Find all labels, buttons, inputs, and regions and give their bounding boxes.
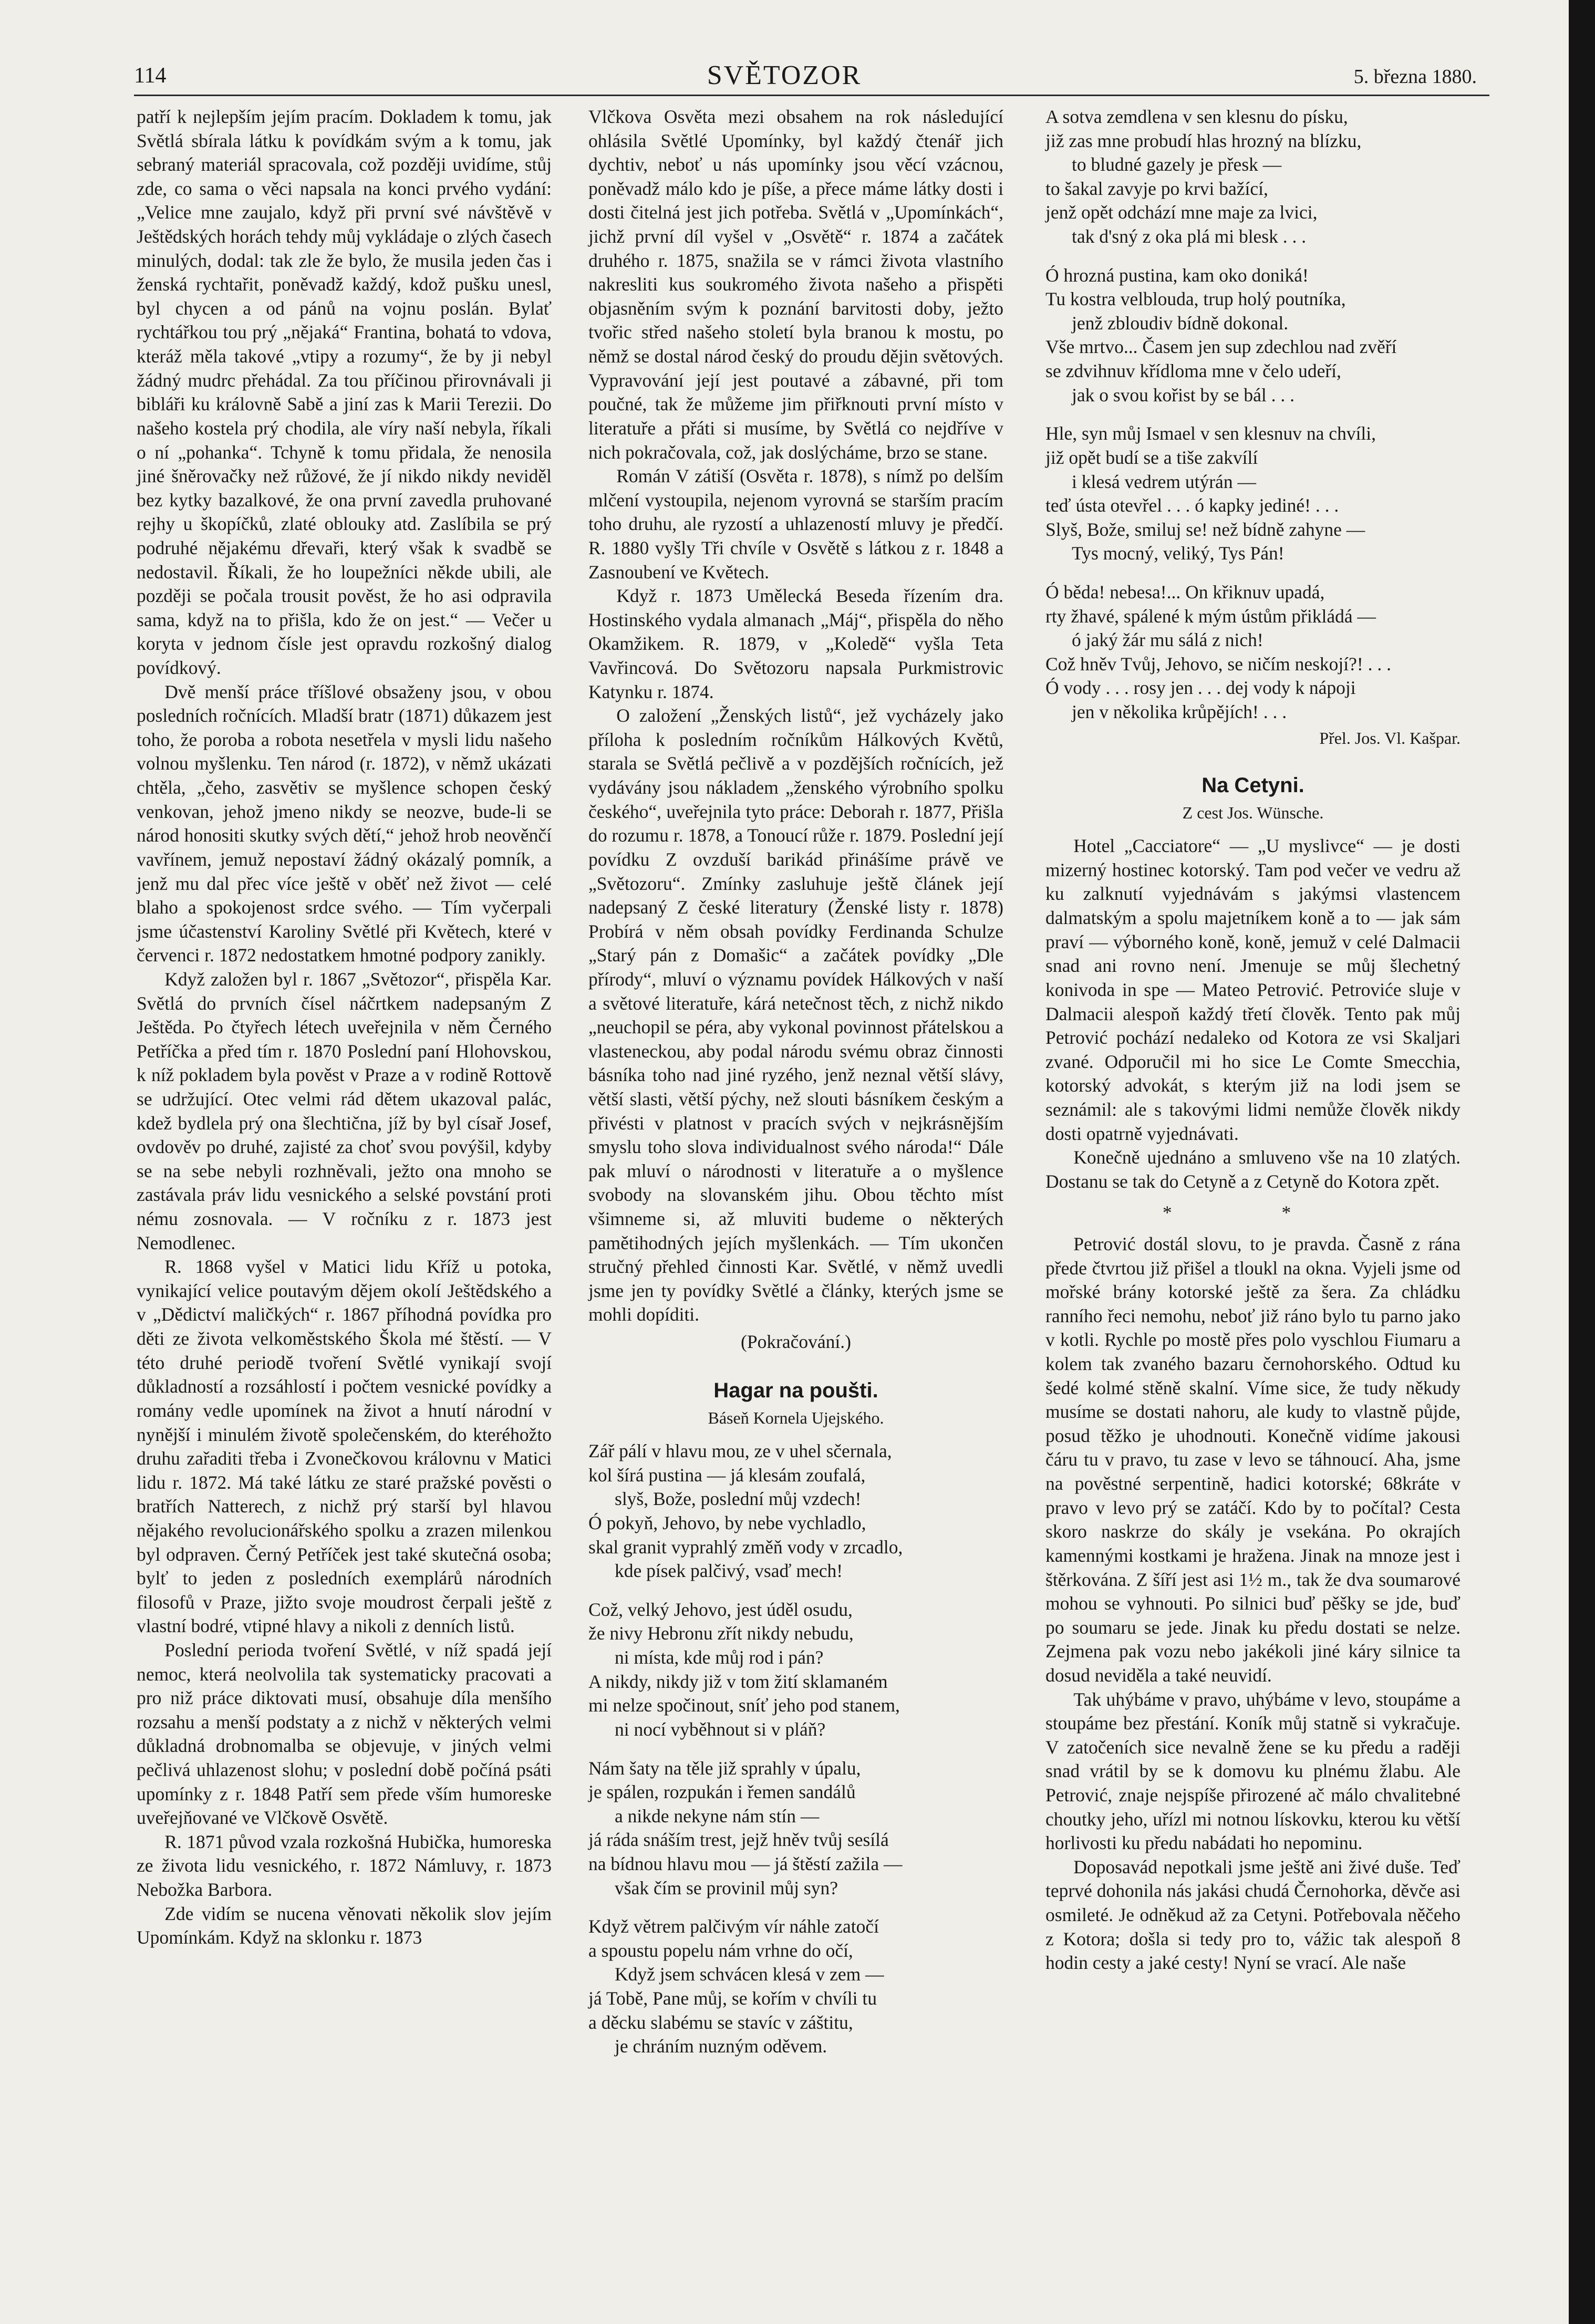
poem-line: že nivy Hebronu zřít nikdy nebudu, [588, 1623, 854, 1644]
poem-line: kde písek palčivý, vsaď mech! [615, 1560, 843, 1582]
poem-line: Tys mocný, veliký, Tys Pán! [1072, 543, 1285, 564]
poem-line: Což hněv Tvůj, Jehovo, se ničím neskojí?! . . . [1045, 653, 1391, 675]
poem-line: jen v několika krůpějích! . . . [1072, 701, 1287, 723]
poem-line: však čím se provinil můj syn? [615, 1877, 838, 1898]
poem-stanza [588, 1915, 1003, 2059]
poem-line: to bludné gazely je přesk — [1072, 154, 1282, 175]
poem-line: mi nelze spočinout, sníť jeho pod stanem, [588, 1695, 900, 1716]
paragraph: Petrović dostál slovu, to je pravda. Časně z rána přede čtvrtou již přišel a tloukl na okna. Vyjeli jsme od mořské brány kotorské ještě za šera. Za chládku ranního řeci nemohu, neboť již ráno bylo tu parno jako v kotli. Rychle po mostě přes polo vyschlou Fiumaru a kolem tak zvaného bazaru černohorského. Odtud ku šedé kolmé stěně skalní. Víme sice, že tudy někudy musíme se dostati nahoru, ale kudy to vlastně půjde, posud těžko je uhodnouti. Konečně vidíme jakousi čáru tu v pravo, tu zase v levo se táhnoucí. Aha, jsme na pověstné serpentině, hadici kotorské; 68kráte v pravo v levo prý se zatáčí. Kdo by to počítal? Cesta skoro naskrze do skály je vsekána. Po okrajích kamennými kostkami je hražena. Jinak na mnoze jest i štěrkována. Z šíří jest asi 1½ m., tak že dva soumarové mohou se vyhnouti. Po silnici buď pěšky se jde, buď po soumaru se jede. Jinak ku předu dostati se nelze. Zejmena pak vozu nebo jakékoli jiné káry silnice ta dosud neviděla a také neuvidí. [1045, 1233, 1461, 1686]
poem-subtitle: Báseň Kornela Ujejského. [708, 1408, 884, 1428]
poem-line: jenž opět odchází mne maje za lvici, [1045, 202, 1318, 223]
paragraph: R. 1868 vyšel v Matici lidu Kříž u potoka, vynikající velice poutavým dějem okolí Ještědského a v „Dědictví maličkých“ r. 1867 příhodná povídka pro děti ze života velkoměstského Škola mé štěstí. — V této druhé periodě tvoření Světlé vynikají svojí důkladností a rozsáhlostí i počtem vesnické povídky a romány vedle upomínek na život a hnutí národní v nynější i minulém životě společenském, do kteréhožto druhu zařaditi třeba i Zvonečkovou královnu v Matici lidu r. 1872. Má také látku ze staré pražské pověsti o bratřích Natterech, z nichž prý starší byl hlavou nějakého revolucionářského spolku a zrazen milenkou byl odpraven. Černý Petříček jest také skutečná osoba; bylť to jeden z posledních exemplárů národních filosofů v Praze, jižto svoje moudrost čerpali ještě z vlastní bodré, vtipné hlavy a nikoli z denních listů. [137, 1256, 552, 1637]
poem-stanza [588, 1439, 1003, 1583]
poem-line: Vše mrtvo... Časem jen sup zdechlou nad zvěří [1045, 336, 1397, 358]
poem-line: kol šírá pustina — já klesám zoufalá, [588, 1464, 866, 1486]
poem-stanza [1045, 105, 1461, 249]
poem-line: slyš, Bože, poslední můj vzdech! [615, 1488, 862, 1510]
article-title: Na Cetyni. [1202, 773, 1304, 797]
article-subtitle: Z cest Jos. Wünsche. [1182, 803, 1324, 823]
poem-line: teď ústa otevřel . . . ó kapky jediné! . . . [1045, 495, 1339, 516]
poem-line: Když jsem schvácen klesá v zem — [615, 1964, 884, 1985]
poem-line: Slyš, Bože, smiluj se! než bídně zahyne — [1045, 518, 1365, 540]
poem-line: Tu kostra velblouda, trup holý poutníka, [1045, 288, 1346, 310]
poem-line: ni nocí vyběhnout si v pláň? [615, 1718, 826, 1740]
paragraph: Hotel „Cacciatore“ — „U myslivce“ — je dosti mizerný hostinec kotorský. Tam pod večer ve vedru až ku zalknutí vyjednávám s jakýmsi vlastencem dalmatským a spolu majetníkem koně a to — jak sám praví — výborného koně, koně, jemuž v celé Dalmacii snad ani rovno není. Jmenuje se můj šlechetný konivoda in spe — Mateo Petrović. Petroviće sluje v Dalmacii alespoň každý třetí člověk. Tento pak můj Petrović pochází nedaleko od Kotora ze vsi Skaljari zvané. Odporučil mi ho sice Le Comte Smecchia, kotorský advokát, s kterým již na lodi jsem se seznámil: ale s takovými lidmi nemůže člověk nikdy dosti opatrně vyjednávati. [1045, 835, 1461, 1144]
poem-line: ni místa, kde můj rod i pán? [615, 1647, 824, 1668]
paragraph: Když r. 1873 Umělecká Beseda řízením dra. Hostinského vydala almanach „Máj“, přispěla do něho Okamžikem. R. 1879, v „Koledě“ vyšla Teta Vavřincová. Do Světozoru napsala Purkmistrovic Katynku r. 1874. [588, 585, 1003, 702]
page-header [0, 53, 1569, 105]
poem-line: skal granit vyprahlý změň vody v zrcadlo, [588, 1536, 903, 1558]
section-separator: * * [1162, 1202, 1344, 1223]
poem-line: a spoustu popelu nám vrhne do očí, [588, 1939, 853, 1961]
paragraph: Poslední perioda tvoření Světlé, v níž spadá její nemoc, která neolvolila tak systematicky pracovati a pro niž práce diktovati musí, obsahuje díla menšího rozsahu a menší podstaty a z nichž v některých velmi důkladná drobnomalba se objevuje, v jiných velmi pečlivá uhlazenost slohu; v poslední době počíná psáti upomínky z r. 1848 Patří sem přede vším humoreske uveřejňované ve Vlčkově Osvětě. [137, 1640, 552, 1829]
poem-line: Ó hrozná pustina, kam oko doniká! [1045, 264, 1309, 286]
poem-line: Ó běda! nebesa!... On křiknuv upadá, [1045, 581, 1325, 603]
translator-credit: Přel. Jos. Vl. Kašpar. [1319, 728, 1461, 748]
poem-line: již opět budí se a tiše zakvílí [1045, 447, 1258, 468]
poem-line: je chráním nuzným oděvem. [615, 2036, 827, 2057]
issue-date: 5. března 1880. [1353, 66, 1477, 88]
poem-line: Ó pokyň, Jehovo, by nebe vychladlo, [588, 1512, 866, 1534]
poem-line: Což, velký Jehovo, jest úděl osudu, [588, 1599, 853, 1620]
poem-stanza [1045, 264, 1461, 408]
paragraph: patří k nejlepším jejím pracím. Dokladem k tomu, jak Světlá sbírala látku k povídkám svým a k tomu, jak sebraný materiál spracovala, což později uvidíme, stůj zde, co sama o věci napsala na konci prvého vydání: „Velice mne zaujalo, když při první své návštěvě v Ještědských horách tehdy můj vykládaje o zlých časech minulých, dodal: tak zle že bylo, že musila jeden čas i ženská rychtařit, poněvadž každý, kdož pušku unesl, byl chycen a od pánů na vojnu poslán. Bylať rychtářkou tou prý „nějaká“ Frantina, bohatá to vdova, kteráž měla takové „vtipy a rozumy“, že by ji nebyl žádný mudrc přehádal. Za tou příčinou přirovnávali ji bibláři ku královně Sabě a jiní zas k Marii Terezii. Do našeho kostela prý chodila, ale víry naší nebyla, říkali o ní „pohanka“. Tchyně k tomu přidala, že nenosila jiné šněrovačky než růžové, že jí nikdo nikdy neviděl bez kytky bazalkové, že ona první zavedla pruhované rejhy u škopíčků, zlaté oblouky atd. Zaslíbila se prý podruhé nějakému dřevaři, který však k svadbě se nedostavil. Říkali, že ho loupežníci někde ubili, ale později se počala trousit pověst, že ho asi odpravila sama, když na to přišla, kdo že on jest.“ — Večer u koryta v jednom čísle jest opravdu rozkošný dialog povídkový. [137, 106, 552, 679]
continuation-note: (Pokračování.) [741, 1331, 851, 1353]
poem-line: Hle, syn můj Ismael v sen klesnuv na chvíli, [1045, 423, 1376, 444]
poem-line: i klesá vedrem utýrán — [1072, 471, 1256, 492]
column-3 [1045, 105, 1461, 1975]
header-rule [134, 95, 1489, 96]
poem-line: já Tobě, Pane můj, se kořím v chvíli tu [588, 1987, 877, 2009]
poem-line: to šakal zavyje po krvi bažící, [1045, 178, 1268, 199]
poem-line: na bídnou hlavu mou — já štěstí zažila — [588, 1853, 903, 1874]
paragraph: Román V zátiší (Osvěta r. 1878), s nímž po delším mlčení vystoupila, nejenom vyrovná se starším pracím toho druhu, ale ryzostí a uhlazeností mluvy je předčí. R. 1880 vyšly Tři chvíle v Osvětě s látkou z r. 1848 a Zasnoubení ve Květech. [588, 465, 1003, 583]
paragraph: Vlčkova Osvěta mezi obsahem na rok následující ohlásila Světlé Upomínky, byl každý čtenář jich dychtiv, neboť u nás upomínky jsou věcí vzácnou, poněvadž málo kdo je píše, a přece máme látky dosti i dosti čitelná jest jich potřeba. Světlá v „Upomínkách“, jichž první díl vyšel v „Osvětě“ r. 1874 a začátek druhého r. 1875, snažila se v rámci života vlastního nakresliti kus soukromého života našeho a přispěti objasněním svým k poznání barvitosti doby, ježto tvořic střed našeho století byla branou k mostu, po němž se dostal národ český do proudu dějin světových. Vypravování její jest poutavé a zábavné, při tom poučné, tak že můžeme jim přiřknouti první místo v literatuře a přáti si musíme, by Světlá co nejdříve v nich pokračovala, což, jak doslýcháme, brzo se stane. [588, 106, 1003, 463]
poem-line: jak o svou kořist by se bál . . . [1072, 384, 1294, 406]
paragraph: Tak uhýbáme v pravo, uhýbáme v levo, stoupáme a stoupáme bez přestání. Koník můj statně si vykračuje. V zatočeních sice nevalně žene se ku předu a raději snad vrátil by se k domovu ku plnému žlabu. Ale Petrović, znaje nejspíše přirozené ač málo chvalitebné choutky jeho, uřízl mi notnou lískovku, kterou ku větší horlivosti ku předu nabádati ho nepominu. [1045, 1688, 1461, 1854]
poem-title: Hagar na poušti. [713, 1378, 878, 1402]
poem-line: jenž zbloudiv bídně dokonal. [1072, 312, 1289, 334]
paragraph: O založení „Ženských listů“, jež vycházely jako příloha k posledním ročníkům Hálkových Květů, starala se Světlá pečlivě a v pozdějších ročnících, jež vydávány jsou nákladem „ženského výrobního spolku českého“, uveřejnila tyto práce: Deborah r. 1877, Přišla do rozumu r. 1878, a Tonoucí růže r. 1879. Poslední její povídku Z ovzduší barikád přinášíme právě ve „Světozoru“. Zmínky zasluhuje ještě článek její nadepsaný Z české literatury (Ženské listy r. 1878) Probírá v něm obsah povídky Ferdinanda Schulze „Starý pán z Domašic“ a začátek povídky „Dle přírody“, mluví o významu povídek Hálkových v naší a světové literatuře, kárá netečnost těch, z nichž nikdo „neuchopil se péra, aby vykonal povinnost přátelskou a vlasteneckou, aby podal národu svému obraz činnosti básníka toho nad jiné ryzého, jenž neznal větší slávy, větší slasti, větší pýchy, než slouti básníkem českým a přivésti v platnost v pracích svých v nejkrásnějším smyslu toho slova individualnost svého národa!“ Dále pak mluví o národnosti v literatuře a o myšlence svobody na slovanském jihu. Obou těchto míst všimneme si, až mluviti budeme o některých pamětihodných jejích myšlenkách. — Tím ukončen stručný přehled činnosti Kar. Světlé, v němž uvedli jsme jen ty povídky Světlé a články, kterých jsme se mohli dopíditi. [588, 705, 1003, 1325]
paragraph: Dvě menší práce tříšlové obsaženy jsou, v obou posledních ročnících. Mladší bratr (1871) důkazem jest toho, že poroba a robota nesetřela v mysli lidu našeho volnou myšlenku. Ten národ (r. 1872), v němž ukázati chtěla, „čeho, zasvětiv se myšlence schopen český venkovan, jehož jmeno nikdy se neozve, bude-li se národ honositi skutky svých dětí,“ jehož hrob neověnčí vavřínem, jemuž nepostaví žádný okázalý pomník, a jenž mu dal přec více ještě v oběť než život — celé blaho a spokojenost srdce svého. — Tím vyčerpali jsme účastenství Karoliny Světlé při Květech, které v červenci r. 1872 nedostatkem hmotné podpory zanikly. [137, 681, 552, 966]
paragraph: Zde vidím se nucena věnovati několik slov jejím Upomínkám. Když na sklonku r. 1873 [137, 1903, 552, 1948]
paragraph: Doposavád nepotkali jsme ještě ani živé duše. Teď teprvé dohonila nás jakási chudá Černohorka, děvče asi osmileté. Je odněkud až za Cetyni. Potřebovala něčeho z Kotora; došla si tedy pro to, vážic tak alespoň 8 hodin cesty a jaké cesty! Nyní se vrací. Ale naše [1045, 1856, 1461, 1974]
poem-line: tak d'sný z oka plá mi blesk . . . [1072, 226, 1307, 247]
poem-line: já ráda snáším trest, jejž hněv tvůj sesílá [588, 1829, 889, 1851]
poem-line: A sotva zemdlena v sen klesnu do písku, [1045, 106, 1348, 127]
poem-stanza [588, 1598, 1003, 1742]
poem-line: Když větrem palčivým vír náhle zatočí [588, 1916, 879, 1937]
paragraph: Konečně ujednáno a smluveno vše na 10 zlatých. Dostanu se tak do Cetyně a z Cetyně do Kotora zpět. [1045, 1147, 1461, 1192]
poem-line: a nikde nekyne nám stín — [615, 1805, 820, 1827]
poem-line: je spálen, rozpukán i řemen sandálů [588, 1781, 856, 1803]
page-number: 114 [134, 64, 167, 88]
poem-line: a děcku slabému se stavíc v záštitu, [588, 2011, 853, 2033]
poem-line: již zas mne probudí hlas hrozný na blízku, [1045, 130, 1362, 151]
poem-stanza [1045, 422, 1461, 566]
paragraph: Když založen byl r. 1867 „Světozor“, přispěla Kar. Světlá do prvních čísel náčrtkem nadepsaným Z Ještěda. Po čtyřech létech uveřejnila v něm Černého Petříčka a před tím r. 1870 Poslední paní Hlohovskou, k níž pokladem byla pověst v Praze a v rodině Rottově se udržující. Otec velmi rád dětem ukazoval palác, kdež bydlela prý ona šlechtična, jíž by byl císař Josef, ovdověv po druhé, zajisté za choť svou povýšil, kdyby se na sebe nebyli rozhněvali, ježto ona mnoho se zastávala práv lidu vesnického a selské povstání proti nému zosnovala. — V ročníku z r. 1873 jest Nemodlenec. [137, 968, 552, 1253]
poem-stanza [1045, 580, 1461, 724]
poem-line: se zdvihnuv křídloma mne v čelo udeří, [1045, 360, 1341, 382]
column-2 [588, 105, 1003, 2073]
column-1 [137, 105, 552, 1950]
poem-line: Ó vody . . . rosy jen . . . dej vody k nápoji [1045, 677, 1356, 699]
poem-line: Nám šaty na těle již sprahly v úpalu, [588, 1757, 861, 1779]
journal-title: SVĚTOZOR [707, 60, 862, 90]
poem-line: ó jaký žár mu sálá z nich! [1072, 629, 1263, 651]
paragraph: R. 1871 původ vzala rozkošná Hubička, humoreska ze života lidu vesnického, r. 1872 Námluvy, r. 1873 Nebožka Barbora. [137, 1831, 552, 1901]
poem-line: Zář pálí v hlavu mou, ze v uhel sčernala, [588, 1440, 892, 1462]
poem-line: rty žhavé, spálené k mým ústům přikládá — [1045, 605, 1376, 627]
scan-edge [1569, 0, 1595, 2324]
poem-stanza [588, 1757, 1003, 1901]
poem-line: A nikdy, nikdy již v tom žití sklamaném [588, 1671, 888, 1692]
